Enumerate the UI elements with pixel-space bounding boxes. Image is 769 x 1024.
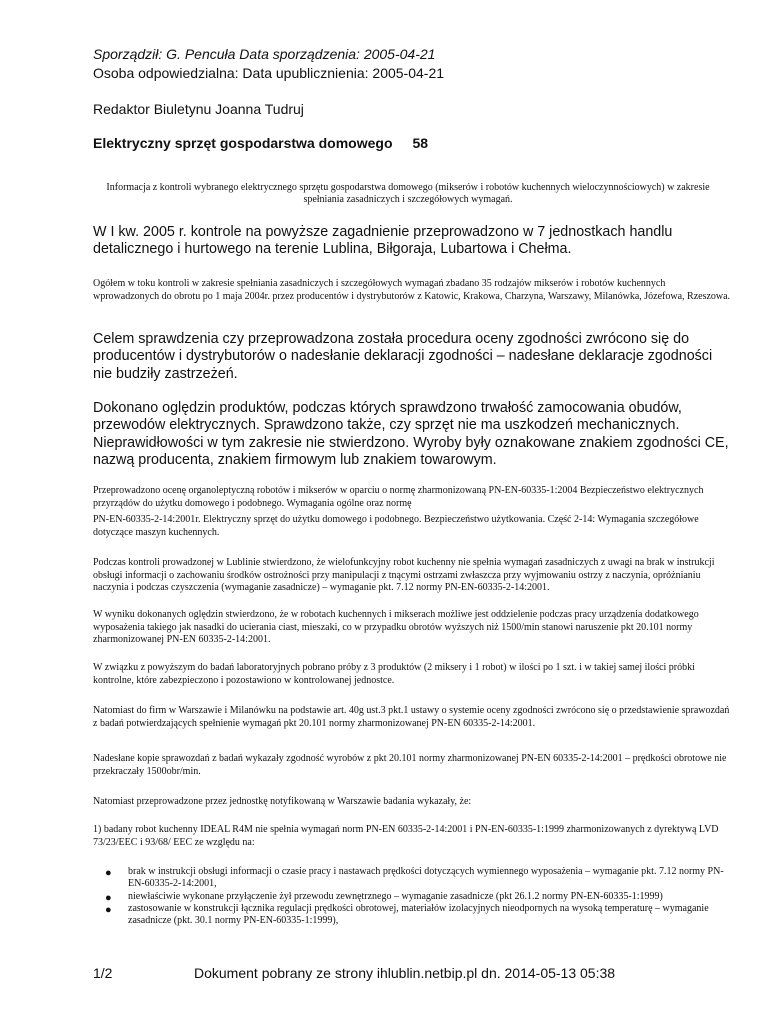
prepared-by-line: Sporządził: G. Pencuła Data sporządzenia: 2005-04-21 [93,46,436,62]
document-title [93,134,428,152]
list-item-text: niewłaściwie wykonane przyłączenie żył przewodu zewnętrznego – wymaganie zasadnicze (pkt 26.1.2 normy PN-EN-60335-1:1999) [128,890,663,902]
download-source-note: Dokument pobrany ze strony ihlublin.netbip.pl dn. 2014-05-13 05:38 [194,965,616,981]
paragraph-2: Ogółem w toku kontroli w zakresie spełniania zasadniczych i szczegółowych wymagań zbadano 35 rodzajów mikserów i robotów kuchennych wprowadzonych do obrotu po 1 maja 2004r. przez producentów i dystrybutorów z Katowic, Krakowa, Charzyna, Warszawy, Milanówka, Józefowa, Rzeszowa. [93,278,731,302]
document-title-text: Elektryczny sprzęt gospodarstwa domowego [93,135,393,151]
bullet-icon: ● [105,891,112,904]
responsible-person-line: Osoba odpowiedzialna: Data upublicznienia: 2005-04-21 [93,65,445,81]
intro-paragraph: Informacja z kontroli wybranego elektrycznego sprzętu gospodarstwa domowego (mikserów i robotów kuchennych wieloczynnościowych) w zakresie spełniania zasadniczych i szczegółowych wymagań. [106,182,710,205]
paragraph-6: PN-EN-60335-2-14:2001r. Elektryczny sprzęt do użytku domowego i podobnego. Bezpieczeństwo użytkowania. Część 2-14: Wymagania szczegółowe dotyczące maszyn kuchennych. [93,514,699,538]
bullet-icon: ● [105,903,112,916]
paragraph-13: 1) badany robot kuchenny IDEAL R4M nie spełnia wymagań norm PN-EN 60335-2-14:2001 i PN-EN-60335-1:1999 zharmonizowanych z dyrektywą LVD 73/23/EEC i 93/68/ EEC ze względu na: [93,824,719,848]
paragraph-5: Przeprowadzono ocenę organoleptyczną robotów i mikserów w oparciu o normę zharmonizowaną PN-EN-60335-1:2004 Bezpieczeństwo elektrycznych przyrządów do użytku domowego i podobnego. Wymagania ogólne oraz normę [93,485,704,509]
list-item-text: brak w instrukcji obsługi informacji o czasie pracy i nastawach prędkości dotyczących wymiennego wyposażenia – wymaganie pkt. 7.12 normy PN-EN-60335-2-14:2001, [128,866,724,890]
paragraph-9: W związku z powyższym do badań laboratoryjnych pobrano próby z 3 produktów (2 miksery i 1 robot) w ilości po 1 szt. i w takiej samej ilości próbki kontrolne, które zabezpieczono i pozostawiono w kontrolowanej jednostce. [93,662,695,686]
paragraph-11: Nadesłane kopie sprawozdań z badań wykazały zgodność wyrobów z pkt 20.101 normy zharmonizowanej PN-EN 60335-2-14:2001 – prędkości obrotowe nie przekraczały 1500obr/min. [93,753,727,777]
paragraph-3: Celem sprawdzenia czy przeprowadzona została procedura oceny zgodności zwrócono się do producentów i dystrybutorów o nadesłanie deklaracji zgodności – nadesłane deklaracje zgodności nie budziły zastrzeżeń. [93,331,713,382]
paragraph-4: Dokonano oględzin produktów, podczas których sprawdzono trwałość zamocowania obudów, przewodów elektrycznych. Sprawdzono także, czy sprzęt nie ma uszkodzeń mechanicznych. Nieprawidłowości w tym zakresie nie stwierdzono. Wyroby były oznakowane znakiem zgodności CE, nazwą producenta, znakiem firmowym lub znakiem towarowym. [93,400,729,469]
findings-list [105,866,725,927]
page-number: 1/2 [93,965,113,981]
document-number: 58 [412,135,429,151]
list-item [105,866,725,891]
editor-line: Redaktor Biuletynu Joanna Tudruj [93,101,304,117]
list-item [105,903,725,928]
paragraph-7: Podczas kontroli prowadzonej w Lublinie stwierdzono, że wielofunkcyjny robot kuchenny nie spełnia wymagań zasadniczych z uwagi na brak w instrukcji obsługi informacji o zachowaniu środków ostrożności przy manipulacji z tnącymi ostrzami zwłaszcza przy wyjmowaniu ostrzy z naczynia, opróżnianiu naczynia i podczas czyszczenia (wymaganie zasadnicze) – wymaganie pkt. 7.12 normy PN-EN-60335-2-14:2001. [93,557,715,594]
paragraph-8: W wyniku dokonanych oględzin stwierdzono, że w robotach kuchennych i mikserach możliwe jest oddzielenie podczas pracy urządzenia dodatkowego wyposażenia takiego jak nasadki do ucierania ciast, mieszaki, co w przypadku obrotów wyższych niż 1500/min stanowi naruszenie pkt 20.101 normy zharmonizowanej PN-EN 60335-2-14:2001. [93,609,699,646]
paragraph-10: Natomiast do firm w Warszawie i Milanówku na podstawie art. 40g ust.3 pkt.1 ustawy o systemie oceny zgodności zwrócono się o przedstawienie sprawozdań z badań potwierdzających spełnienie wymagań pkt 20.101 normy zharmonizowanej PN-EN 60335-2-14:2001. [93,705,730,729]
paragraph-1: W I kw. 2005 r. kontrole na powyższe zagadnienie przeprowadzono w 7 jednostkach handlu detalicznego i hurtowego na terenie Lublina, Biłgoraja, Lubartowa i Chełma. [93,224,673,258]
list-item-text: zastosowanie w konstrukcji łącznika regulacji prędkości obrotowej, materiałów izolacyjnych nieodpornych na wysoką temperaturę – wymaganie zasadnicze (pkt. 30.1 normy PN-EN-60335-1:1999), [128,902,709,927]
paragraph-12: Natomiast przeprowadzone przez jednostkę notyfikowaną w Warszawie badania wykazały, że: [93,796,472,807]
list-item [105,891,725,903]
bullet-icon: ● [105,867,112,879]
